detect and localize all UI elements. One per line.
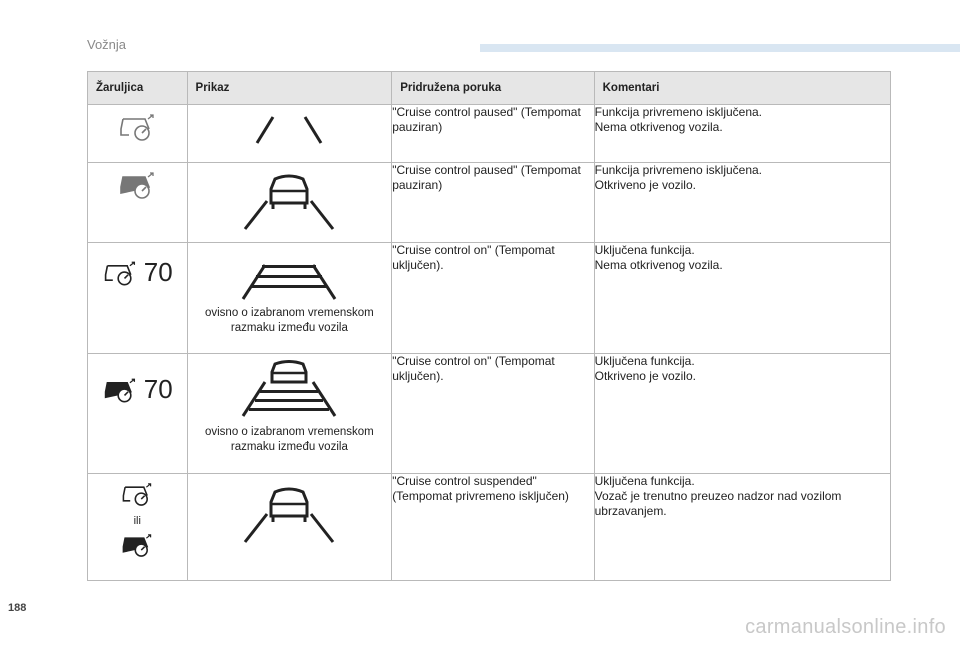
column-header: Prikaz bbox=[187, 72, 392, 105]
comment-line: Uključena funkcija. bbox=[594, 243, 695, 257]
caption-line: ovisno o izabranom vremenskom bbox=[204, 426, 374, 438]
comment-line: Funkcija privremeno isključena. bbox=[594, 163, 763, 177]
comment-line: Funkcija privremeno isključena. bbox=[594, 105, 763, 119]
comment-cell bbox=[594, 243, 890, 354]
cruise-control-filled-icon bbox=[120, 531, 154, 559]
comment-line: Nema otkrivenog vozila. bbox=[594, 258, 723, 272]
cruise-control-outline-icon bbox=[117, 111, 157, 143]
caption-line: ovisno o izabranom vremenskom bbox=[204, 307, 374, 319]
table-row bbox=[88, 163, 891, 243]
cruise-control-outline-icon bbox=[120, 480, 154, 508]
table-row bbox=[88, 243, 891, 354]
header-bar bbox=[480, 44, 960, 52]
comment-cell bbox=[594, 105, 890, 163]
display-cell bbox=[187, 163, 392, 243]
watermark: carmanualsonline.info bbox=[745, 616, 946, 638]
message-cell: "Cruise control on" (Tempomat uključen). bbox=[392, 354, 594, 474]
column-header: Komentari bbox=[594, 72, 890, 105]
section-title: Vožnja bbox=[87, 37, 127, 52]
caption-line: razmaku između vozila bbox=[230, 441, 348, 453]
cruise-control-filled-icon bbox=[117, 169, 157, 201]
cruise-control-outline-icon bbox=[102, 258, 138, 288]
comment-cell bbox=[594, 474, 890, 581]
display-caption bbox=[188, 425, 392, 455]
comment-cell bbox=[594, 163, 890, 243]
comment-line: Vozač je trenutno preuzeo nadzor nad vozilom ubrzavanjem. bbox=[594, 489, 842, 518]
message-cell: "Cruise control on" (Tempomat uključen). bbox=[392, 243, 594, 354]
car-in-lane-icon bbox=[229, 480, 349, 550]
lamp-cell bbox=[88, 243, 188, 354]
table-row bbox=[88, 474, 891, 581]
lamp-cell bbox=[88, 354, 188, 474]
indicator-table bbox=[87, 71, 891, 581]
table-row bbox=[88, 105, 891, 163]
cruise-control-filled-icon bbox=[102, 375, 138, 405]
message-cell: "Cruise control paused" (Tempomat pauziran) bbox=[392, 163, 594, 243]
comment-cell bbox=[594, 354, 890, 474]
comment-line: Uključena funkcija. bbox=[594, 354, 695, 368]
display-cell bbox=[187, 243, 392, 354]
speed-value: 70 bbox=[143, 257, 173, 287]
lane-distance-bars-icon bbox=[229, 255, 349, 303]
comment-line: Otkriveno je vozilo. bbox=[594, 178, 696, 192]
comment-line: Otkriveno je vozilo. bbox=[594, 369, 696, 383]
or-separator: ili bbox=[133, 515, 141, 527]
speed-value: 70 bbox=[143, 374, 173, 404]
message-cell: "Cruise control paused" (Tempomat pauziran) bbox=[392, 105, 594, 163]
lamp-cell bbox=[88, 105, 188, 163]
display-cell bbox=[187, 474, 392, 581]
column-header: Pridružena poruka bbox=[392, 72, 594, 105]
lane-lines-icon bbox=[229, 109, 349, 159]
table-header-row bbox=[88, 72, 891, 105]
display-caption bbox=[188, 306, 392, 336]
column-header: Žaruljica bbox=[88, 72, 188, 105]
message-cell: "Cruise control suspended" (Tempomat privremeno isključen) bbox=[392, 474, 594, 581]
lamp-cell bbox=[88, 474, 188, 581]
car-distance-bars-icon bbox=[229, 360, 349, 420]
display-cell bbox=[187, 105, 392, 163]
caption-line: razmaku između vozila bbox=[230, 322, 348, 334]
comment-line: Nema otkrivenog vozila. bbox=[594, 120, 723, 134]
display-cell bbox=[187, 354, 392, 474]
table-row bbox=[88, 354, 891, 474]
car-in-lane-icon bbox=[229, 167, 349, 237]
page-number: 188 bbox=[8, 602, 27, 614]
comment-line: Uključena funkcija. bbox=[594, 474, 695, 488]
lamp-cell bbox=[88, 163, 188, 243]
